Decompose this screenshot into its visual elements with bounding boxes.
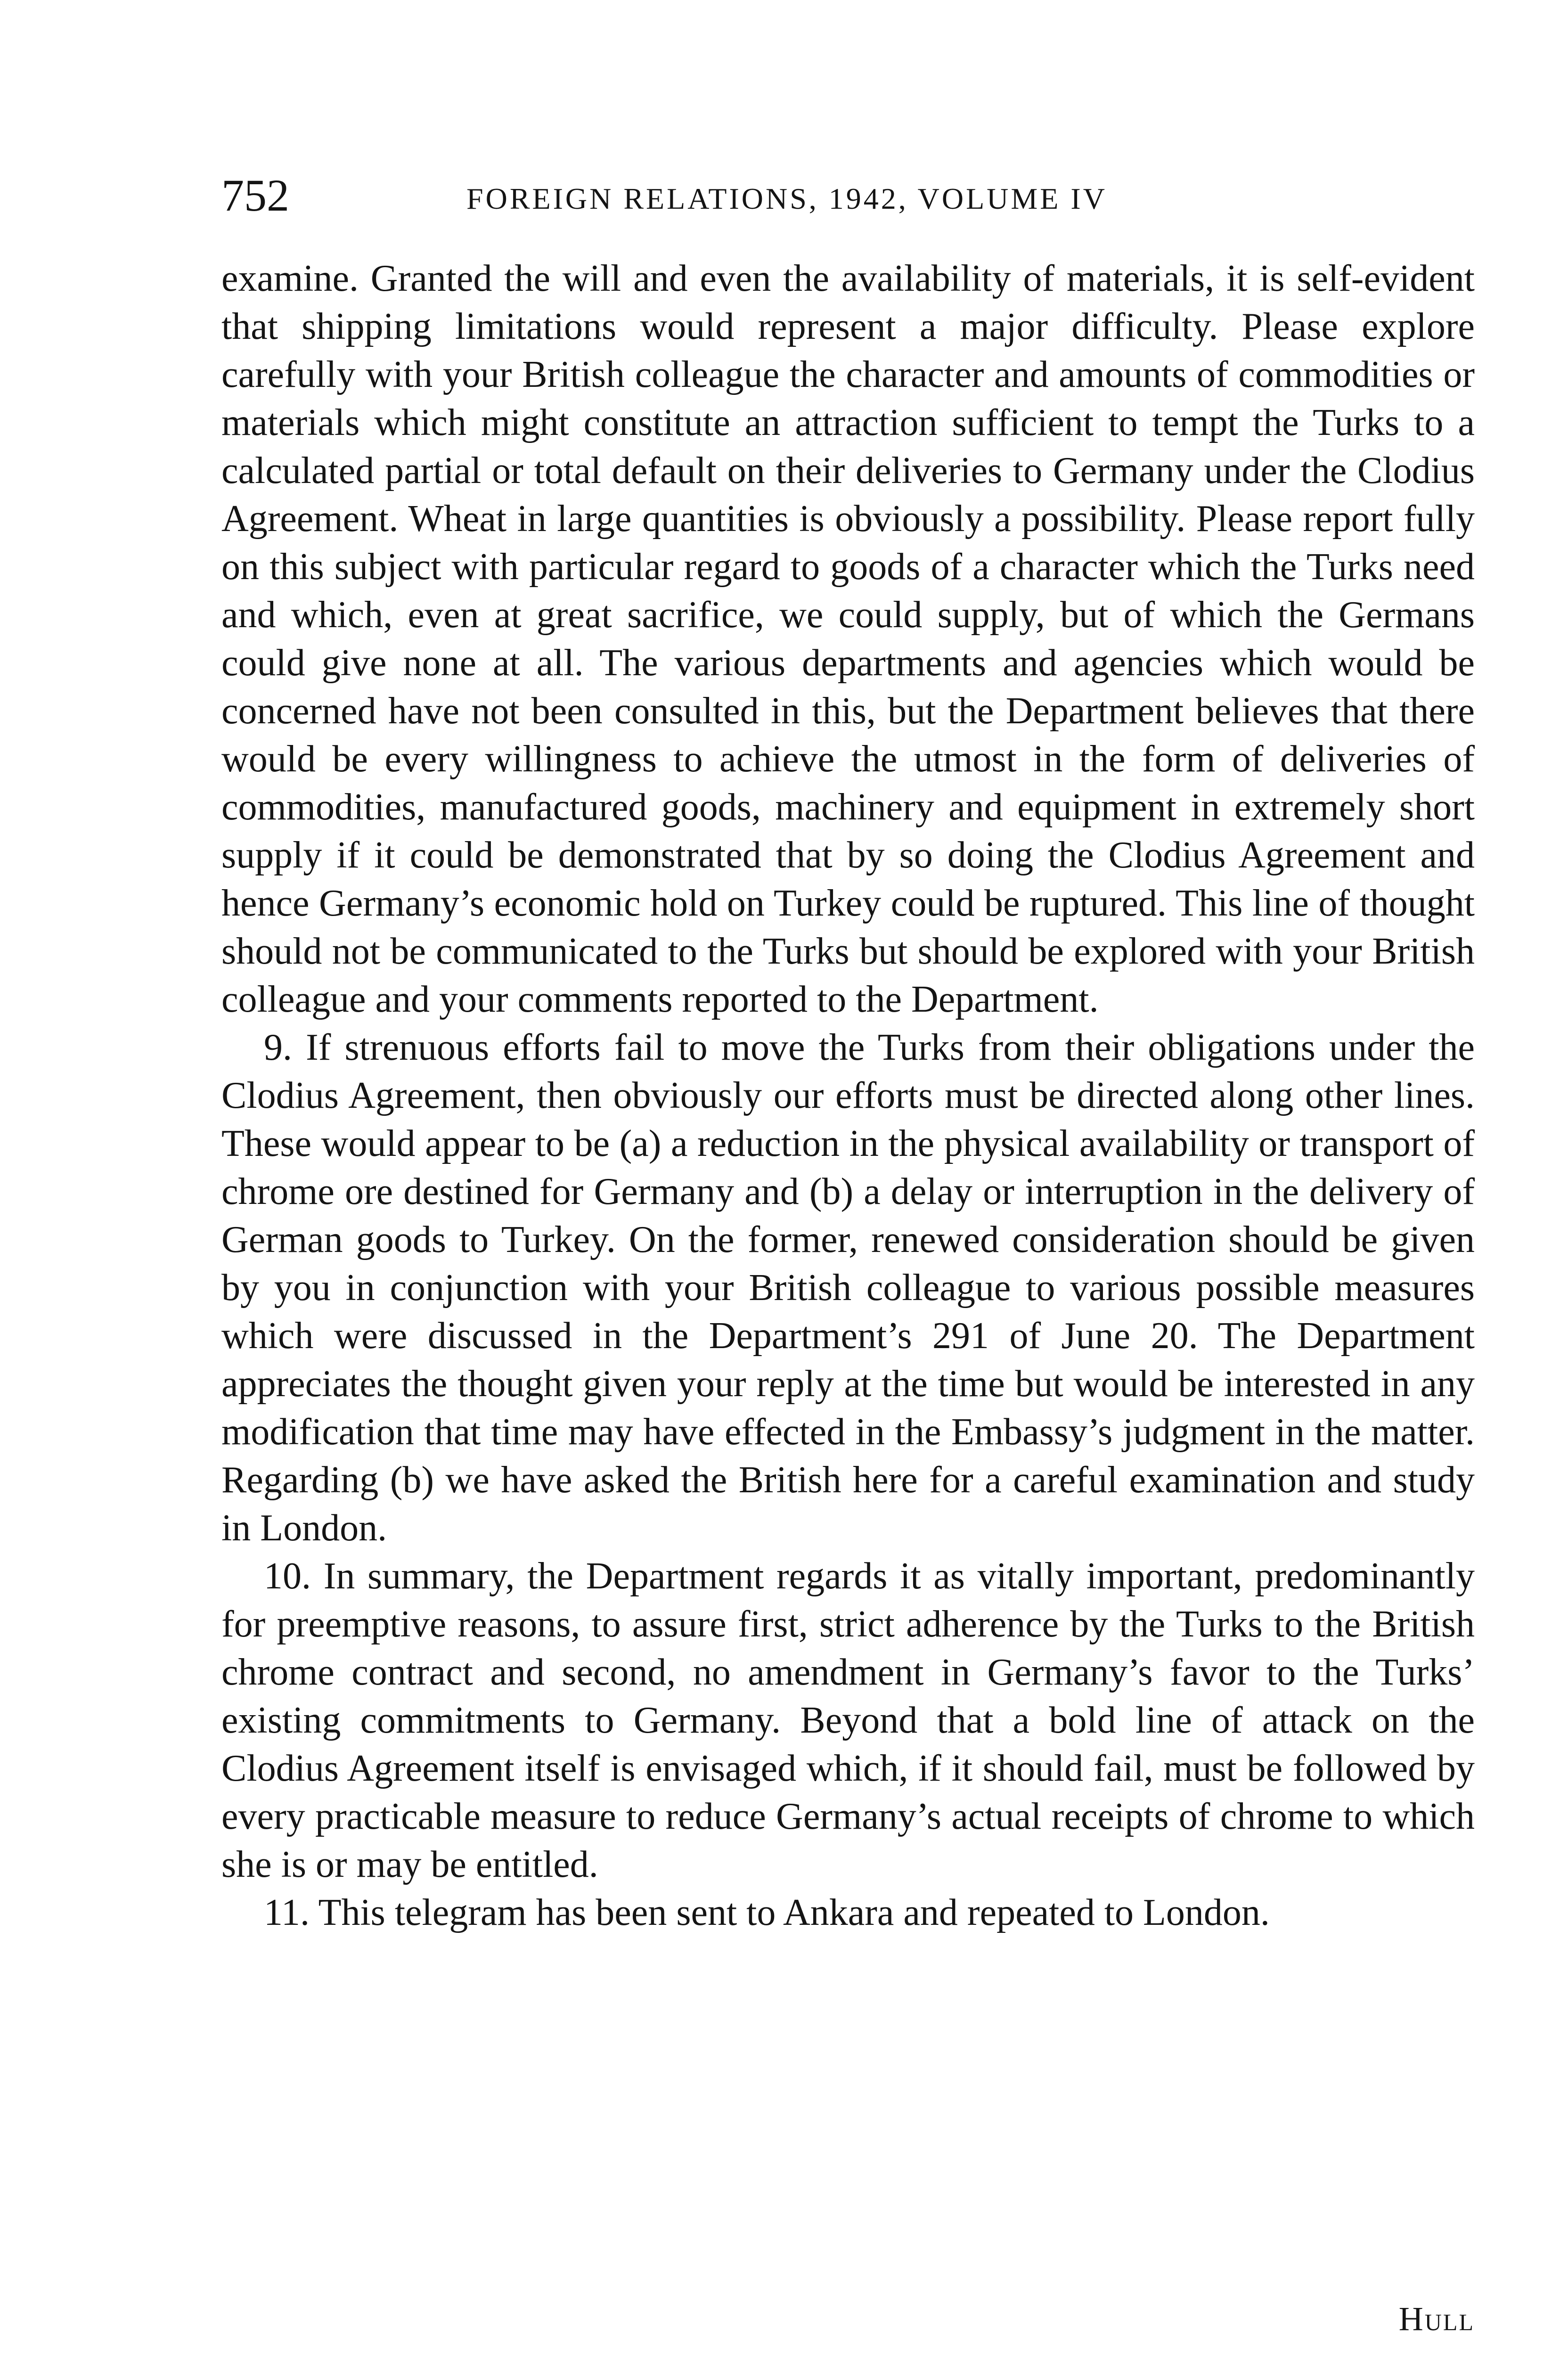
page-number: 752 [221,170,289,221]
signature: Hull [1398,2300,1475,2338]
paragraph-continuation: examine. Granted the will and even the availability of materials, it is self-evident that shipping limitations would represent a major difficulty. Please explore carefully with your British colleague the character and amounts of commodities or materials which might constitute an attraction sufficient to tempt the Turks to a calculated partial or total default on their deliveries to Germany under the Clodius Agreement. Wheat in large quantities is obviously a possibility. Please report fully on this subject with particular regard to goods of a character which the Turks need and which, even at great sacrifice, we could supply, but of which the Germans could give none at all. The various departments and agencies which would be concerned have not been consulted in this, but the Department believes that there would be every willingness to achieve the utmost in the form of deliveries of commodities, manufactured goods, machinery and equipment in extremely short supply if it could be demonstrated that by so doing the Clodius Agreement and hence Germany’s economic hold on Turkey could be ruptured. This line of thought should not be communicated to the Turks but should be explored with your British colleague and your comments reported to the Department. [221,258,1475,1020]
paragraph-11: 11. This telegram has been sent to Ankara and repeated to London. [264,1892,1270,1933]
paragraph-9: 9. If strenuous efforts fail to move the Turks from their obligations under the Clodius Agreement, then obviously our efforts must be directed along other lines. These would appear to be (a) a reduction in the physical availability or transport of chrome ore destined for Germany and (b) a delay or interruption in the delivery of German goods to Turkey. On the former, renewed consideration should be given by you in conjunction with your British colleague to various possible measures which were discussed in the Department’s 291 of June 20. The Department appreciates the thought given your reply at the time but would be interested in any modification that time may have effected in the Embassy’s judgment in the matter. Regarding (b) we have asked the British here for a careful examination and study in London. [221,1027,1475,1549]
page-header [221,170,1475,221]
running-head: FOREIGN RELATIONS, 1942, VOLUME IV [466,182,1107,215]
body-text [221,254,1475,1937]
paragraph-10: 10. In summary, the Department regards it as vitally important, predominantly for preemptive reasons, to assure first, strict adherence by the Turks to the British chrome contract and second, no amendment in Germany’s favor to the Turks’ existing commitments to Germany. Beyond that a bold line of attack on the Clodius Agreement itself is envisaged which, if it should fail, must be followed by every practicable measure to reduce Germany’s actual receipts of chrome to which she is or may be entitled. [221,1555,1475,1885]
